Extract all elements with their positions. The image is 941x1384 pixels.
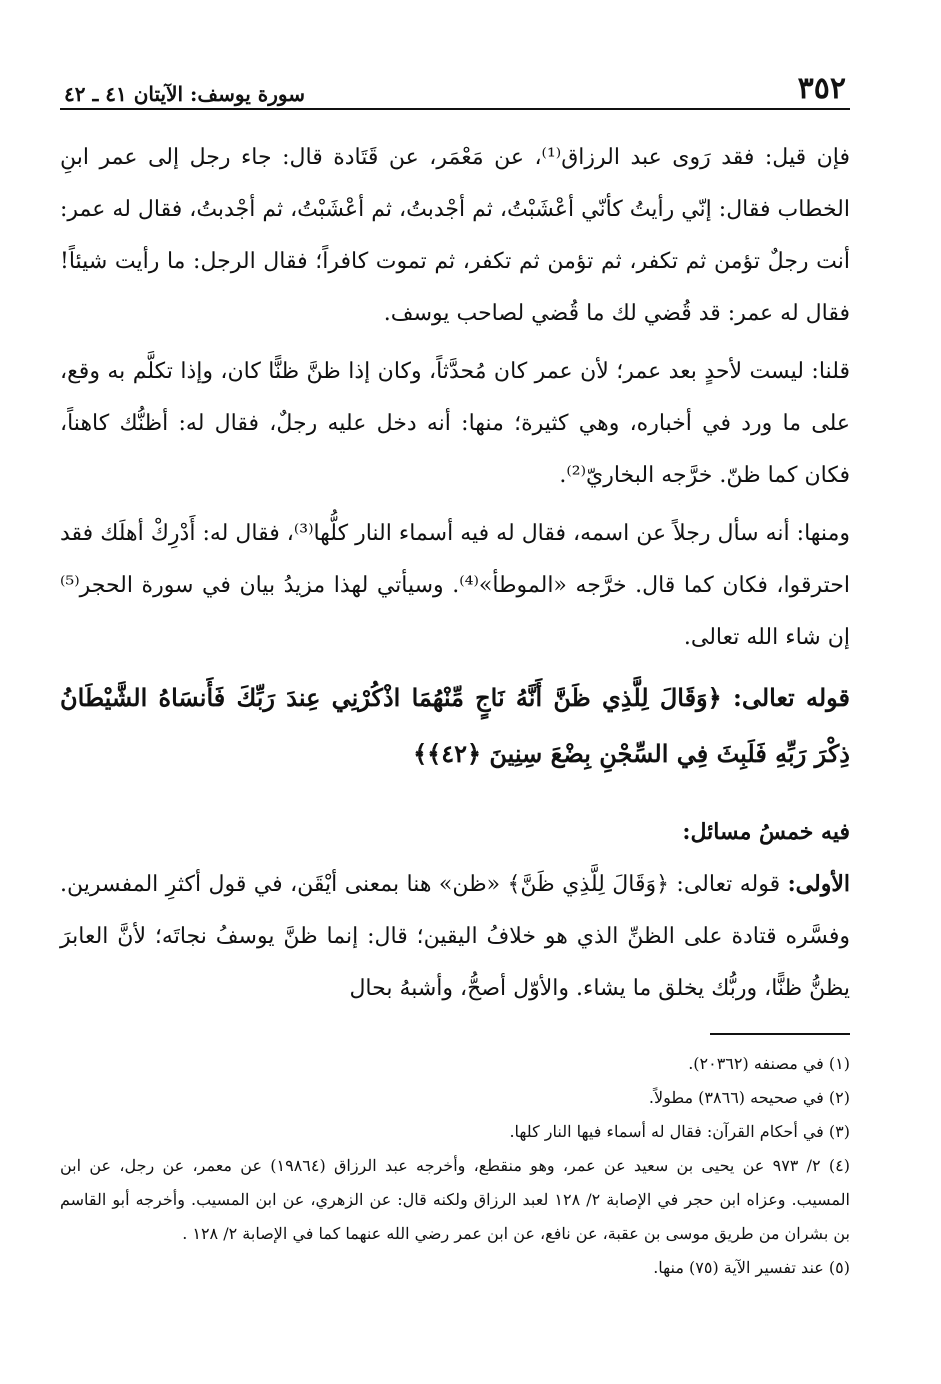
issues-heading: فيه خمسُ مسائل:	[682, 819, 850, 845]
page-header	[60, 60, 850, 110]
footnote-3: (٣) في أحكام القرآن: فقال له أسماء فيها النار كلها.	[509, 1122, 850, 1141]
quran-verse: ﴿وَقَالَ لِلَّذِي ظَنَّ أَنَّهُ نَاجٍ مِّنْهُمَا اذْكُرْنِي عِندَ رَبِّكَ فَأَنسَاهُ الشَّيْطَانُ ذِكْرَ رَبِّهِ فَلَبِثَ فِي السِّجْنِ بِضْعَ سِنِينَ ﴿٤٢﴾﴾	[60, 683, 850, 768]
paragraph-objection: فإن قيل: فقد رَوى عبد الرزاق⁽¹⁾، عن مَعْمَر، عن قَتَادة قال: جاء رجل إلى عمر ابنِ الخطاب فقال: إنّي رأيتُ كأنّي أعْشَبْتُ، ثم أجْدبتُ، ثم أعْشَبْتُ، ثم أجْدبتُ، فقال له عمر: أنت رجلٌ تؤمن ثم تكفر، ثم تؤمن ثم تكفر، ثم تموت كافراً؛ فقال الرجل: ما رأيت شيئاً! فقال له عمر: قد قُضي لك ما قُضي لصاحب يوسف.	[60, 145, 850, 326]
page-number: ٣٥٢	[797, 71, 846, 106]
first-issue	[60, 858, 850, 1015]
footnotes	[60, 1047, 850, 1285]
footnote-5: (٥) عند تفسير الآية (٧٥) منها.	[653, 1258, 850, 1277]
first-issue-lead: الأولى:	[787, 871, 851, 897]
paragraph-example: ومنها: أنه سأل رجلاً عن اسمه، فقال له فيه أسماء النار كلُّها⁽³⁾، فقال له: أَدْرِكْ أهلَك فقد احترقوا، فكان كما قال. خرَّجه «الموطأ»⁽⁴⁾. وسيأتي لهذا مزيدُ بيان في سورة الحجر⁽⁵⁾ إن شاء الله تعالى.	[60, 521, 850, 650]
verse-block	[60, 670, 850, 782]
first-issue-text: قوله تعالى: ﴿وَقَالَ لِلَّذِي ظَنَّ﴾ «ظن» هنا بمعنى أيْقَن، في قول أكثرِ المفسرين. وفسَّره قتادة على الظنِّ الذي هو خلافُ اليقين؛ قال: إنما ظنَّ يوسفُ نجاتَه؛ لأنَّ العابرَ يظنُّ ظنًّا، وربُّك يخلق ما يشاء. والأوّل أصحُّ، وأشبهُ بحال	[60, 872, 850, 1001]
main-text	[60, 132, 850, 1015]
footnote-2: (٢) في صحيحه (٣٨٦٦) مطولاً.	[648, 1088, 850, 1107]
footnote-divider	[710, 1033, 850, 1035]
book-page	[60, 60, 850, 1285]
verse-lead: قوله تعالى:	[732, 683, 851, 712]
running-title: سورة يوسف: الآيتان ٤١ ـ ٤٢	[64, 82, 305, 106]
paragraph-response: قلنا: ليست لأحدٍ بعد عمر؛ لأن عمر كان مُحدَّثاً، وكان إذا ظنَّ ظنًّا كان، وإذا تكلَّم به وقع، على ما ورد في أخباره، وهي كثيرة؛ منها: أنه دخل عليه رجلٌ، فقال له: أظنُّك كاهناً، فكان كما ظنّ. خرَّجه البخاريّ⁽²⁾.	[60, 359, 850, 488]
footnote-4: (٤) ٢/ ٩٧٣ عن يحيى بن سعيد عن عمر، وهو منقطع، وأخرجه عبد الرزاق (١٩٨٦٤) عن معمر، عن رجل، عن ابن المسيب. وعزاه ابن حجر في الإصابة ٢/ ١٢٨ لعبد الرزاق ولكنه قال: عن الزهري، عن ابن المسيب. وأخرجه أبو القاسم بن بشران من طريق موسى بن عقبة، عن نافع، عن ابن عمر رضي الله عنهما كما في الإصابة ٢/ ١٢٨ .	[60, 1156, 850, 1243]
footnote-1: (١) في مصنفه (٢٠٣٦٢).	[688, 1054, 850, 1073]
